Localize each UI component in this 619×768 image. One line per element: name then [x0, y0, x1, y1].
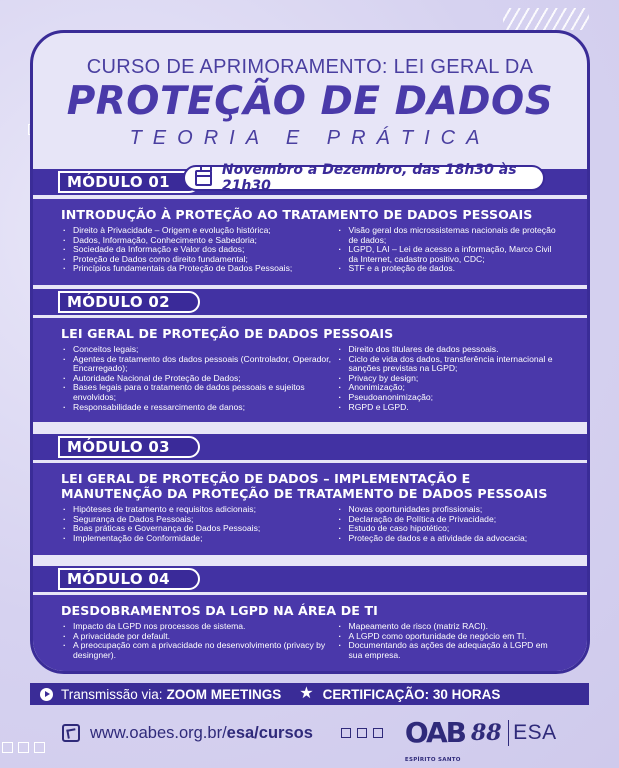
logo-divider	[508, 720, 510, 746]
list-item: · A privacidade por default.	[61, 632, 337, 642]
list-item: · A LGPD como oportunidade de negócio em TI.	[337, 632, 563, 642]
88-anos-logo: 88	[470, 720, 502, 746]
list-item: · Conceitos legais;	[61, 345, 337, 355]
module-03-label: MÓDULO 03	[58, 436, 200, 458]
list-item: · Sociedade da Informação e Valor dos dados;	[61, 245, 337, 255]
module-01-topics-left	[61, 226, 337, 274]
star-icon: ★	[299, 685, 314, 702]
list-item: · STF e a proteção de dados.	[337, 264, 563, 274]
oab-logo	[404, 716, 465, 763]
list-item: · Dados, Informação, Conhecimento e Sabedoria;	[61, 236, 337, 246]
module-02-topics-right	[337, 345, 563, 412]
header-subtitle: TEORIA E PRÁTICA	[129, 127, 491, 149]
decorative-square	[357, 728, 367, 738]
module-04-section	[33, 595, 587, 674]
esa-logo: ESA	[513, 721, 557, 744]
decorative-square	[341, 728, 351, 738]
decorative-square	[2, 742, 13, 753]
list-item: · Mapeamento de risco (matriz RACI).	[337, 622, 563, 632]
module-03-title: LEI GERAL DE PROTEÇÃO DE DADOS – IMPLEMENTAÇÃO E MANUTENÇÃO DA PROTEÇÃO DE TRATAMENTO DE DADOS PESSOAIS	[61, 471, 548, 501]
list-item: · RGPD e LGPD.	[337, 403, 563, 413]
decorative-hatch	[503, 8, 589, 30]
bottom-row	[62, 716, 602, 763]
module-04-label: MÓDULO 04	[58, 568, 200, 590]
oab-logo-state: ESPÍRITO SANTO	[404, 757, 461, 763]
list-item: · Boas práticas e Governança de Dados Pessoais;	[61, 524, 337, 534]
list-item: · Ciclo de vida dos dados, transferência internacional e sanções previstas na LGPD;	[337, 355, 563, 374]
transmission-prefix: Transmissão via:	[61, 686, 163, 702]
cursor-click-icon	[62, 724, 80, 742]
module-03-section	[33, 463, 587, 555]
list-item: · Direito dos titulares de dados pessoais.	[337, 345, 563, 355]
footer-band	[30, 683, 589, 705]
list-item: · A preocupação com a privacidade no desenvolvimento (privacy by desingner).	[61, 641, 337, 660]
module-02-topics-left	[61, 345, 337, 412]
certification-text: CERTIFICAÇÃO: 30 HORAS	[322, 686, 501, 702]
list-item: · Autoridade Nacional de Proteção de Dados;	[61, 374, 337, 384]
module-02-section	[33, 318, 587, 422]
url-prefix: www.oabes.org.br/	[90, 723, 227, 742]
oab-logo-text: OAB	[404, 716, 465, 749]
list-item: · Bases legais para o tratamento de dados pessoais e sujeitos envolvidos;	[61, 383, 337, 402]
list-item: · Implementação de Conformidade;	[61, 534, 337, 544]
decorative-square	[18, 742, 29, 753]
list-item: · Pseudoanonimização;	[337, 393, 563, 403]
course-url-link[interactable]	[90, 724, 313, 743]
transmission-platform: ZOOM MEETINGS	[166, 686, 282, 702]
course-card	[30, 30, 590, 674]
module-02-title: LEI GERAL DE PROTEÇÃO DE DADOS PESSOAIS	[61, 326, 394, 341]
list-item: · Hipóteses de tratamento e requisitos adicionais;	[61, 505, 337, 515]
list-item: · Privacy by design;	[337, 374, 563, 384]
module-04-title: DESDOBRAMENTOS DA LGPD NA ÁREA DE TI	[61, 603, 378, 618]
list-item: · Segurança de Dados Pessoais;	[61, 515, 337, 525]
module-02-label: MÓDULO 02	[58, 291, 200, 313]
module-01-label: MÓDULO 01	[58, 171, 200, 193]
schedule-text: Novembro a Dezembro, das 18h30 às 21h30	[221, 162, 517, 194]
list-item: · Anonimização;	[337, 383, 563, 393]
list-item: · Princípios fundamentais da Proteção de Dados Pessoais;	[61, 264, 337, 274]
header-top: CURSO DE APRIMORAMENTO: LEI GERAL DA	[86, 56, 534, 78]
list-item: · Estudo de caso hipotético;	[337, 524, 563, 534]
list-item: · Documentando as ações de adequação à LGPD em sua empresa.	[337, 641, 563, 660]
list-item: · Novas oportunidades profissionais;	[337, 505, 563, 515]
module-01-topics-right	[337, 226, 563, 274]
list-item: · Impacto da LGPD nos processos de sistema.	[61, 622, 337, 632]
url-path: esa/cursos	[226, 723, 313, 742]
module-04-topics-left	[61, 622, 337, 660]
list-item: · LGPD, LAI – Lei de acesso a informação, Marco Civil da Internet, cadastro positivo, CDC;	[337, 245, 563, 264]
decorative-square	[373, 728, 383, 738]
module-03-topics-left	[61, 505, 337, 543]
module-03-topics-right	[337, 505, 563, 543]
list-item: · Declaração de Política de Privacidade;	[337, 515, 563, 525]
page-title: PROTEÇÃO DE DADOS	[66, 79, 554, 124]
module-01-section	[33, 199, 587, 285]
list-item: · Visão geral dos microssistemas nacionais de proteção de dados;	[337, 226, 563, 245]
list-item: · Proteção de dados e a atividade da advocacia;	[337, 534, 563, 544]
list-item: · Responsabilidade e ressarcimento de danos;	[61, 403, 337, 413]
module-04-topics-right	[337, 622, 563, 660]
list-item: · Proteção de Dados como direito fundamental;	[61, 255, 337, 265]
schedule-pill	[183, 162, 545, 194]
calendar-icon	[195, 170, 212, 186]
play-icon	[40, 688, 53, 701]
decorative-square	[34, 742, 45, 753]
list-item: · Agentes de tratamento dos dados pessoais (Controlador, Operador, Encarregado);	[61, 355, 337, 374]
module-01-title: INTRODUÇÃO À PROTEÇÃO AO TRATAMENTO DE DADOS PESSOAIS	[61, 207, 533, 222]
list-item: · Direito à Privacidade – Origem e evolução histórica;	[61, 226, 337, 236]
